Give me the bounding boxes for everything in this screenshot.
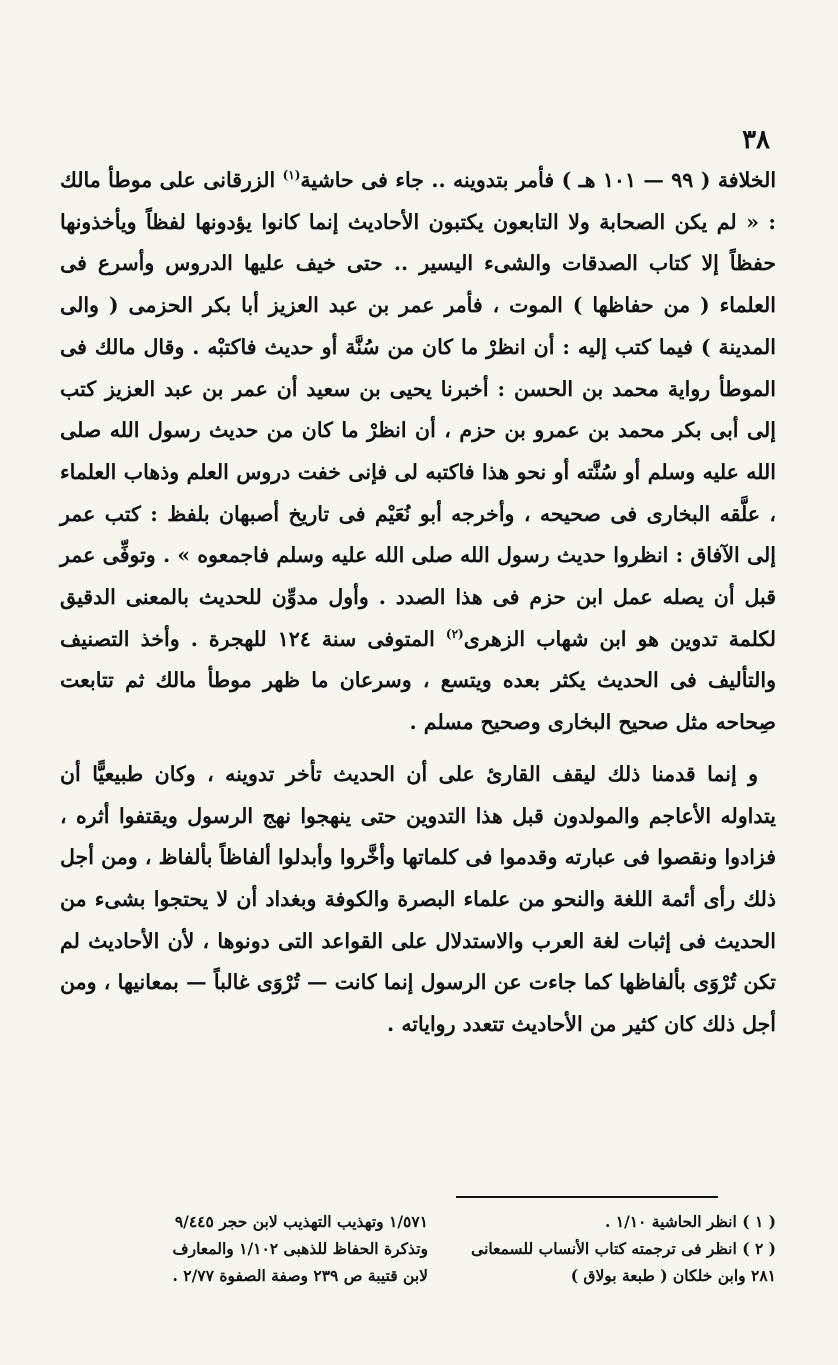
paragraph-1-part-2: الزرقانى على موطأ مالك : « لم يكن الصحابة ولا التابعون يكتبون الأحاديث إنما كانوا يؤدونها لفظاً ويأخذونها حفظاً إلا كتاب الصدقات والشىء اليسير .. حتى خيف عليها الدروس وأسرع فى العلماء ( من حفاظها ) الموت ، فأمر عمر بن عبد العزيز أبا بكر الحزمى ( والى المدينة ) فيما كتب إليه : أن انظرْ ما كان من سُنَّة أو حديث فاكتبْه . وقال مالك فى الموطأ رواية محمد بن الحسن : أخبرنا يحيى بن سعيد أن عمر بن عبد العزيز كتب إلى أبى بكر محمد بن عمرو بن حزم ، أن انظرْ ما كان من حديث رسول الله صلى الله عليه وسلم أو سُنَّته أو نحو هذا فاكتبه لى فإنى خفت دروس العلم وذهاب العلماء ، علَّقه البخارى فى صحيحه ، وأخرجه أبو نُعَيْم فى تاريخ أصبهان بلفظ : كتب عمر إلى الآفاق : انظروا حديث رسول الله صلى الله عليه وسلم فاجمعوه » . وتوفِّى عمر قبل أن يصله عمل ابن حزم فى هذا الصدد . وأول مدوِّن للحديث بالمعنى الدقيق لكلمة تدوين هو ابن شهاب الزهرى bbox=[60, 168, 776, 651]
footnote-2: ( ٢ ) انظر فى ترجمته كتاب الأنساب للسمعانى ٢٨١ وابن خلكان ( طبعة بولاق ) bbox=[471, 1239, 776, 1285]
footnotes bbox=[60, 1208, 776, 1289]
footnote-2-cont-3: لابن قتيبة ص ٢٣٩ وصفة الصفوة ٢/٧٧ . bbox=[172, 1266, 428, 1285]
paragraph-1-part-1: الخلافة ( ٩٩ — ١٠١ هـ ) فأمر بتدوينه .. جاء فى حاشية bbox=[300, 168, 777, 192]
footnote-1: ( ١ ) انظر الحاشية ١/١٠ . bbox=[604, 1212, 776, 1231]
paragraph-2: و إنما قدمنا ذلك ليقف القارئ على أن الحديث تأخر تدوينه ، وكان طبيعيًّا أن يتداوله الأعاجم والمولدون قبل هذا التدوين حتى ينهجوا نهج الرسول ويقتفوا أثره ، فزادوا ونقصوا فى عبارته وقدموا فى كلماتها وأخَّروا وأبدلوا ألفاظاً بألفاظ ، ومن أجل ذلك رأى أئمة اللغة والنحو من علماء البصرة والكوفة وبغداد أن لا يحتجوا بشىء من الحديث فى إثبات لغة العرب والاستدلال على القواعد التى دونوها ، لأن الأحاديث لم تكن تُرْوَى بألفاظها كما جاءت عن الرسول إنما كانت — تُرْوَى غالباً — بمعانيها ، ومن أجل ذلك كان كثير من الأحاديث تتعدد رواياته . bbox=[60, 761, 776, 1037]
footnote-divider bbox=[456, 1196, 718, 1198]
footnote-ref-1: (١) bbox=[282, 168, 301, 183]
paragraph-1 bbox=[60, 160, 776, 744]
paragraph-1-part-3: المتوفى سنة ١٢٤ للهجرة . وأخذ التصنيف والتأليف فى الحديث يكثر بعده ويتسع ، وسرعان ما ظهر موطأ مالك ثم تتابعت صِحاحه مثل صحيح البخارى وصحيح مسلم . bbox=[60, 626, 776, 735]
main-text bbox=[60, 160, 776, 1046]
footnote-2-cont-2: وتذكرة الحفاظ للذهبى ١/١٠٢ والمعارف bbox=[172, 1239, 428, 1258]
footnotes-left-column bbox=[60, 1208, 428, 1289]
footnote-2-cont-1: ١/٥٧١ وتهذيب التهذيب لابن حجر ٩/٤٤٥ bbox=[174, 1212, 428, 1231]
page-number: ٣٨ bbox=[742, 125, 770, 155]
footnote-ref-2: (٢) bbox=[445, 626, 464, 641]
footnotes-right-column bbox=[456, 1208, 776, 1289]
